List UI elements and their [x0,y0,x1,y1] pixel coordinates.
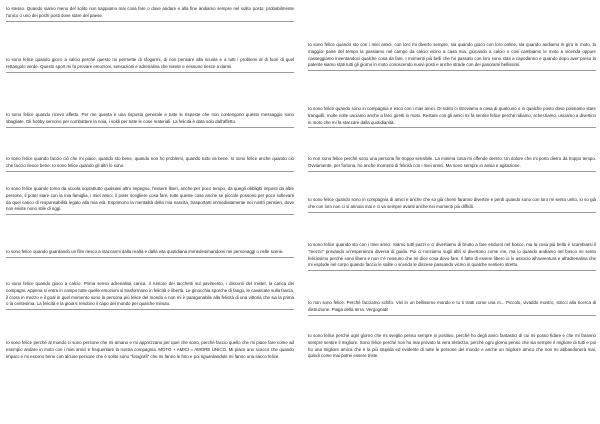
response-text: Io sono felice quando torno da scuola soprattutto qualsiasi altro impegno, l'essere liberi, anche per poco tempo, da quegli obblighi imposti da altre persone, il poter stare con la mia famiglia, i miei amici, il poter scegliere cosa fare, tutte queste cose anche se piccole possono per poco sollevarti da quel carico di responsabilità legato alla mia età. Esprimono la mentalità della mia nascita, trasportarti immediatamente nei nostri pensieri, dove non esiste nono stile di oggi. [6,186,294,212]
response-text: Io non sono felice perché sono una persona fin troppo sensibile. La minima cosa mi offende dentro. Un dolore che mi porto dietro da troppo tempo. Ovviamente, per fortuna, ho anche momenti di felicità con i miei amici. Ma sono sempre in ansia e agitazione. [308,156,596,168]
left-column [6,0,294,424]
response-entry [6,340,294,360]
response-entry [308,300,596,314]
response-text: Io sono felice perché ogni giorno che mi sveglio penso sempre in positivo, perché ho degli amici fantastici di cui mi posso fidare e che mi faranno sempre sentire il migliore. Sono felice perché non ho mai provato la vera tristezza, perché ogni giorno penso che sia sempre il migliore di tutti e poi ho una migliore amica che è la più stupida ed evidente di tutte le persone del mondo e anche un migliore amico che non mi abbandonerà mai, quindi come mai potrei essere triste. [308,333,596,359]
divider [6,257,294,258]
divider [6,127,294,128]
response-text: Io sono felice quando sto con i miei amici, con loro mi diverto sempre, sia quando gioco con loro online, sia quando andiamo in giro in moto, la maggior parte del tempo la passiamo nel campo da calcio vicino a casa mia, giocando a calcio o cosi cambiamo le moto a vicenda oppure casseggiamo inventandoci qualche cosa da fare. I momenti più belli che ho passato con loro sono stati a capodanno e quando dopo aver preso la patente siamo stati tutti gli giorno in moto conoscendo nuovi posti e anche strade con dei panorami bellissimi. [308,42,596,68]
response-text: Io sono felice quando ricevo affetto. Per me questa è una risposta generale e tutte le risposte che non contengono questo messaggio sono sbagliate. Gli hobby servono per combattere la noia, i soldi per tutte le cose materiali. La felicità è data solo dall'affetto. [6,112,294,124]
response-entry [308,333,596,360]
response-entry [308,106,596,126]
response-entry [6,186,294,213]
response-text: Io sono felice quando sono in compagnia e esco con i miei amici. Di solito ci ritroviamo a casa di qualcuno o in qualche posto dove possiamo stare tranquilli, molte volte usciamo anche a farci giretti in moto. Restare con gli amici mi fa sentire felice perché ridiamo, scherziamo, usciamo a divertirci in moto che mi fa staccare dalla quotidianità. [308,106,596,125]
response-text: Io sono felice quando faccio ciò che mi piace, quando sto bene, quando non ho problemi, quando tutto va bene. Io sono felice anche quando ciò che faccio riesce bene. Io sono felice quando gli altri lo sono. [6,156,294,168]
divider [6,171,294,172]
right-column [308,0,596,424]
response-text: Io sono felice perché al mondo ci sono persone che mi amano e mi apprezzano per quel che sono, perché faccio quello che mi piace fare come ad esempio andare in moto con i miei amici e frequentare la nostra compagnia. MOTO + AMICI = AMORE UNICO. Mi piace uno scacco che quando imparo e mi escono bene con alcune persone che è solito sono "fotografi" che mi fanno le foto e poi riguardandole mi fanno una sacco felice. [6,340,294,359]
divider [308,270,596,271]
response-text: Io sono felice quando sono in compagnia di amici e anche che so già chemi faranno divertire e perdi quando sono con loro mi sento unito, io so già che con loro non ci si annoia mai e ci va sempre avanti anche nei momenti più difficili. [308,197,596,209]
response-text: Io sono felice quando gioco a calcio perché questo mi permette di sfogarmi, di non pensare alla scuola e a tutti i problemi al di fuori di quel rettangolo verde. Questo sport mi fa provare emozioni, sensazioni e adrenalina che niente e nessuno riesce a darmi. [6,57,294,69]
response-text: Io sono felice quando guardando un film riesco a staccarmi dalla realtà e dalla vita quotidiana immedesimandomi nei personaggi o nelle scene. [6,249,284,254]
divider [308,70,596,71]
divider [6,21,294,22]
response-text: Io sono felice quando gioco a calcio. Prima senso adrenalina carica. Il rumore dei tacchetti sul pavimento, i discorsi del mister, la carica dei compagni. Appena si entra in campo tutte quelle emozioni si trasformano in felicità e libertà. Le ginocchia sporche di fango, le cavalcate sulla fascia, il cross in mezzo e il goal in quel momento sono la persona più felice del mondo e non mi è paragonabile alla felicità di una vittoria che sia la prima o la centesima. La felicità e la gioia ti rendono il capo del mondo per qualche minuto. [6,281,294,307]
divider [6,309,294,310]
divider [6,72,294,73]
response-text: Io sono felice quando sto con i miei amici. Siamo tutti pazzi e ci divertiamo di brutto a fare endurol nel bosco, ma la cosa più bella è scambiarsi il "mezzo" provando un'esperienza diversa di guida. Poi ci ronziamo sugli altri si divertono come me, ma io quando andiamo nel bosco mi sento felicissimo perché sono libero e non c'è nessuno che mi dice cosa devo fare. Il fatto di essere libero io lo associo all'avventura e all'adrenalina che mi esplode nel corpo quando faccio le salite o scendo le discese passando vicino in qualche sentiero stretto. [308,242,596,268]
divider [308,315,596,316]
response-entry [308,242,596,269]
response-entry [6,57,294,71]
divider [6,214,294,215]
response-entry [308,156,596,170]
divider [308,212,596,213]
divider [308,127,596,128]
response-text: Io stesso. Quando siamo meno del solito non sappiamo mai cosa fare o dove andare e alla fine andiamo sempre nel solito posto; probabilmente l'unico o uno dei pochi posti dove stare del paese. [6,6,294,18]
response-entry [6,112,294,126]
response-entry [6,156,294,170]
response-entry [6,249,294,256]
response-entry [6,281,294,308]
response-text: Io non sono felice. Perché facciamo schifo. Vivi in un bellissimo mondo e tu ti tratti come una m... Piccolo, vivaddo mostro, stricci alla ricerca di distruzione. Piaga della terra. Vergognati! [308,300,596,312]
response-entry [6,6,294,20]
response-entry [308,197,596,211]
divider [308,171,596,172]
response-entry [308,42,596,69]
